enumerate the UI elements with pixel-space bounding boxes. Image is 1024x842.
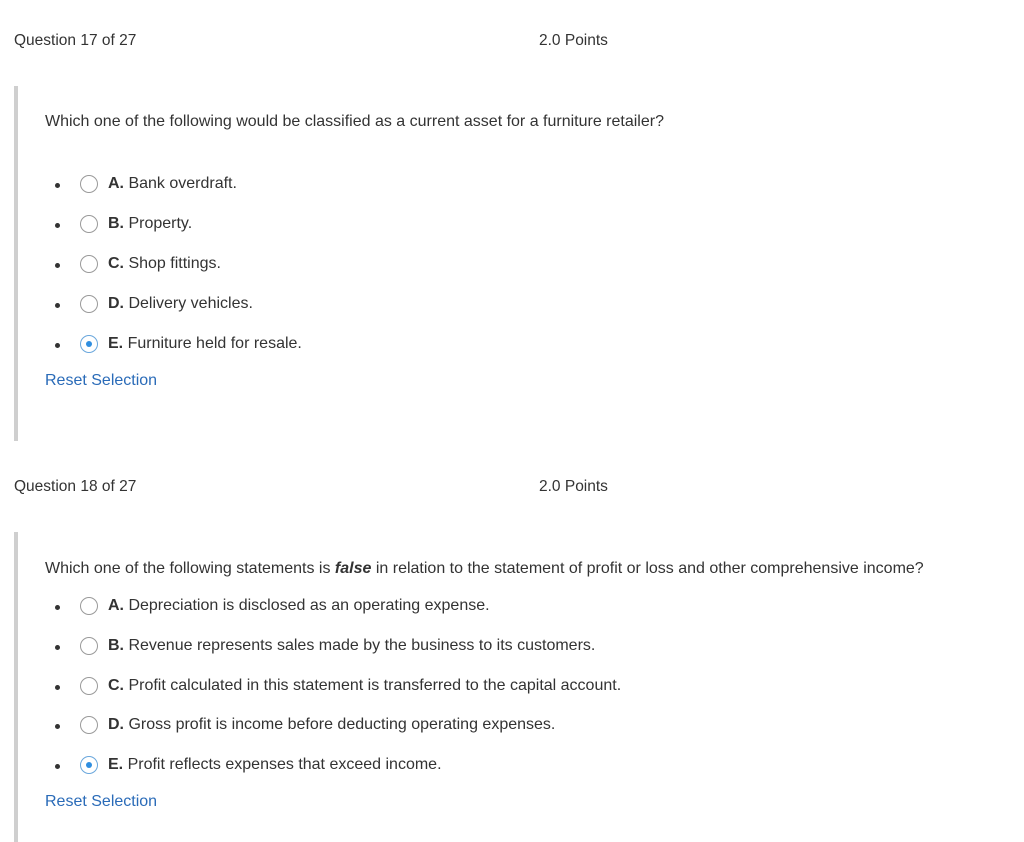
radio-button-selected[interactable] [80,335,98,353]
radio-button[interactable] [80,677,98,695]
answer-option[interactable] [18,334,998,358]
option-label[interactable]: B. Property. [108,215,193,232]
reset-selection-link[interactable]: Reset Selection [45,793,158,810]
bullet-icon [55,645,60,650]
option-label[interactable]: A. Bank overdraft. [108,175,237,192]
emphasis-false: false [334,560,372,577]
question-17-body [14,86,1014,441]
option-label[interactable]: A. Depreciation is disclosed as an operating expense. [108,597,490,614]
answer-option[interactable] [18,294,998,318]
radio-button[interactable] [80,597,98,615]
radio-button[interactable] [80,255,98,273]
option-label[interactable]: C. Shop fittings. [108,255,221,272]
bullet-icon [55,685,60,690]
answer-option[interactable] [18,676,998,700]
question-number: Question 18 of 27 [14,478,137,495]
bullet-icon [55,263,60,268]
question-18-body [14,532,1014,842]
answer-option[interactable] [18,596,998,620]
reset-selection-link[interactable]: Reset Selection [45,372,158,389]
answer-option[interactable] [18,755,998,779]
question-prompt: Which one of the following would be classified as a current asset for a furniture retailer? [45,113,664,130]
option-label[interactable]: B. Revenue represents sales made by the business to its customers. [108,637,596,654]
answer-option[interactable] [18,636,998,660]
bullet-icon [55,724,60,729]
option-label[interactable]: E. Furniture held for resale. [108,335,302,352]
answer-option[interactable] [18,254,998,278]
answer-option[interactable] [18,174,998,198]
radio-button[interactable] [80,295,98,313]
bullet-icon [55,223,60,228]
bullet-icon [55,605,60,610]
bullet-icon [55,303,60,308]
option-label[interactable]: C. Profit calculated in this statement is transferred to the capital account. [108,677,622,694]
radio-button[interactable] [80,175,98,193]
question-points: 2.0 Points [539,32,608,49]
option-label[interactable]: D. Delivery vehicles. [108,295,253,312]
radio-button-selected[interactable] [80,756,98,774]
bullet-icon [55,764,60,769]
question-points: 2.0 Points [539,478,608,495]
bullet-icon [55,183,60,188]
radio-button[interactable] [80,215,98,233]
option-label[interactable]: D. Gross profit is income before deducting operating expenses. [108,716,556,733]
radio-button[interactable] [80,716,98,734]
question-number: Question 17 of 27 [14,32,137,49]
question-prompt: Which one of the following statements is false in relation to the statement of profit or loss and other comprehensive income? [45,560,924,577]
answer-option[interactable] [18,715,998,739]
radio-button[interactable] [80,637,98,655]
bullet-icon [55,343,60,348]
option-label[interactable]: E. Profit reflects expenses that exceed income. [108,756,442,773]
answer-option[interactable] [18,214,998,238]
